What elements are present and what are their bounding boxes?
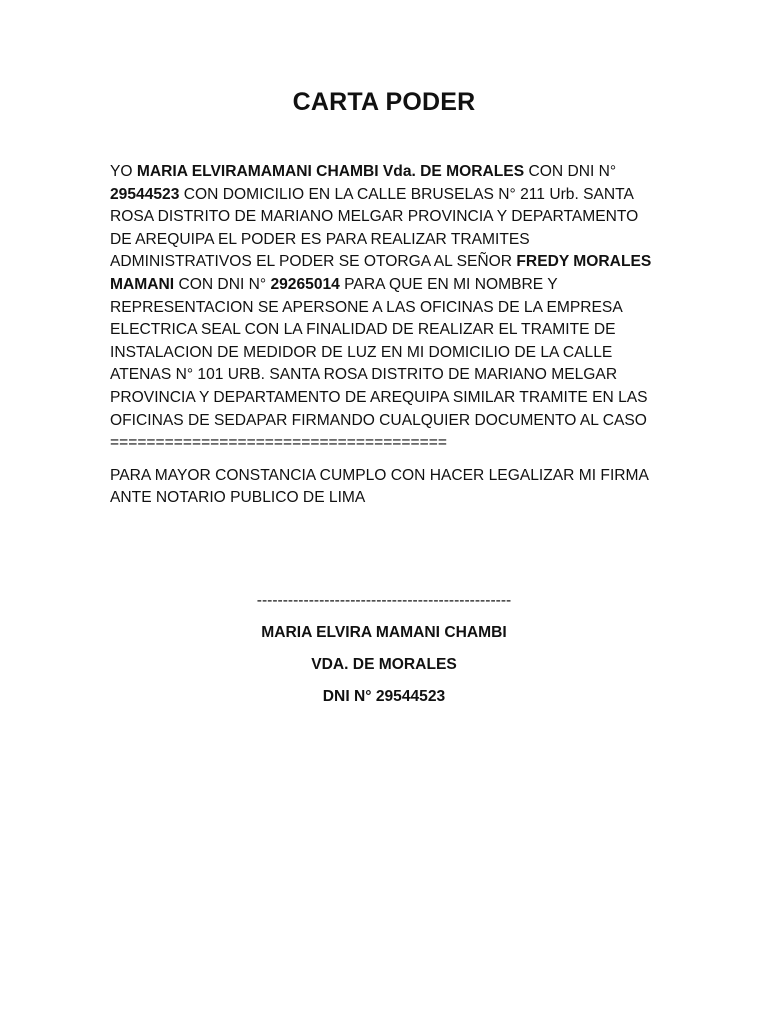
text-purpose: PARA QUE EN MI NOMBRE Y REPRESENTACION SE APERSONE A LAS OFICINAS DE LA EMPRESA ELECTRICA SEAL CON LA FINALIDAD DE REALIZAR EL TRAMITE DE INSTALACION DE MEDIDOR DE LUZ EN MI DOMICILIO DE LA CALLE ATENAS N° 101 URB. SANTA ROSA DISTRITO DE MARIANO MELGAR PROVINCIA Y DEPARTAMENTO DE AREQUIPA SIMILAR TRAMITE EN LAS OFICINAS DE SEDAPAR FIRMANDO CUALQUIER DOCUMENTO AL CASO ===================================== (110, 275, 648, 452)
text-dni-label-1: CON DNI N° (524, 163, 617, 180)
text-dni-label-2: CON DNI N° (174, 275, 271, 293)
paragraph-constancy: PARA MAYOR CONSTANCIA CUMPLO CON HACER LEGALIZAR MI FIRMA ANTE NOTARIO PUBLICO DE LIMA (110, 466, 649, 507)
paragraph-power-grant (110, 161, 655, 455)
grantor-dni: 29544523 (110, 185, 180, 203)
attorney-name: FREDY MORALES MAMANI (110, 253, 652, 293)
document-body (110, 161, 655, 520)
document-title: CARTA PODER (292, 88, 476, 116)
text-yo: YO (110, 163, 137, 180)
text-domicile: CON DOMICILIO EN LA CALLE BRUSELAS N° 211 Urb. SANTA ROSA DISTRITO DE MARIANO MELGAR PROVINCIA Y DEPARTAMENTO DE AREQUIPA EL PODER ES PARA REALIZAR TRAMITES ADMINISTRATIVOS EL PODER SE OTORGA AL SEÑOR (110, 185, 639, 271)
signature-dni: DNI N° 29544523 (322, 688, 446, 705)
signature-name: MARIA ELVIRA MAMANI CHAMBI (261, 624, 507, 641)
signature-line: ------------------------------------------------- (256, 592, 512, 609)
attorney-dni: 29265014 (270, 275, 340, 293)
grantor-name: MARIA ELVIRAMAMANI CHAMBI Vda. DE MORALES (136, 163, 525, 180)
signature-vda: VDA. DE MORALES (311, 656, 457, 673)
